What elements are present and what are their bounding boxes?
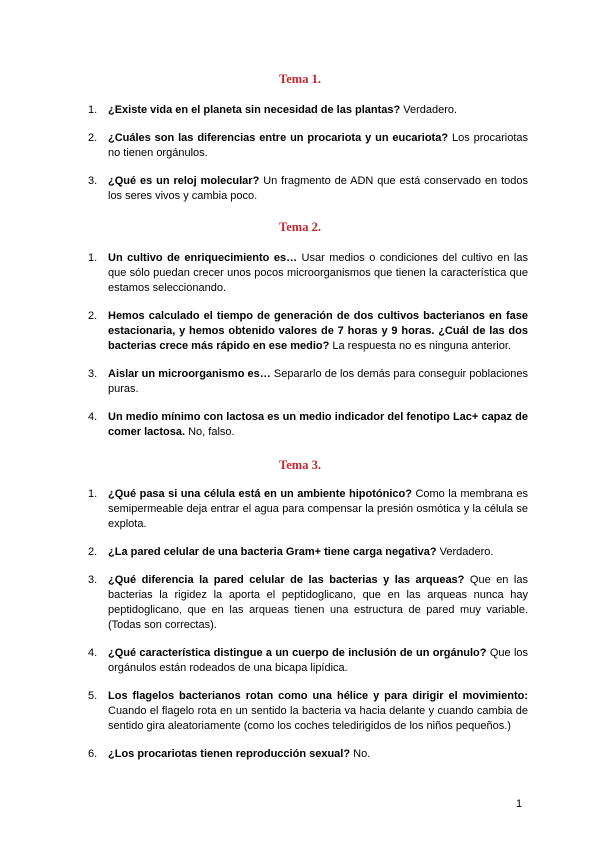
answer-text: Usar medios o condiciones del cultivo en las que sólo puedan crecer unos pocos microorganismos que tienen la característica que estamos seleccionando. [108, 252, 528, 294]
question-text: ¿Qué diferencia la pared celular de las bacterias y las arqueas? [108, 574, 465, 586]
question-list-tema-1 [88, 103, 528, 217]
question-text: ¿Existe vida en el planeta sin necesidad de las plantas? [108, 104, 401, 116]
item-number: 1. [88, 252, 98, 264]
question-text: Hemos calculado el tiempo de generación de dos cultivos bacterianos en fase estacionaria, y hemos obtenido valores de 7 horas y 9 horas. ¿Cuál de las dos bacterias crece más rápido en ese medio? [108, 310, 528, 352]
question-text: Un medio mínimo con lactosa es un medio indicador del fenotipo Lac+ capaz de comer lactosa. [108, 411, 528, 438]
answer-text: Verdadero. [436, 546, 494, 558]
question-text: ¿Qué es un reloj molecular? [108, 175, 260, 187]
question-text: ¿Qué pasa si una célula está en un ambiente hipotónico? [108, 488, 412, 500]
question-text: Un cultivo de enriquecimiento es… [108, 252, 298, 264]
list-item [88, 251, 528, 296]
question-text: ¿Cuáles son las diferencias entre un procariota y un eucariota? [108, 132, 449, 144]
answer-text: Un fragmento de ADN que está conservado en todos los seres vivos y cambia poco. [108, 175, 528, 202]
item-number: 4. [88, 411, 98, 423]
item-number: 3. [88, 368, 98, 380]
answer-text: Verdadero. [400, 104, 458, 116]
question-text: Aislar un microorganismo es… [108, 368, 271, 380]
list-item [88, 131, 528, 161]
answer-text: Cuando el flagelo rota en un sentido la bacteria va hacia delante y cuando cambia de sentido gira aleatoriamente (como los coches teledirigidos de los niños pequeños.) [108, 705, 528, 732]
list-item [88, 689, 528, 734]
question-text: ¿Los procariotas tienen reproducción sexual? [108, 748, 351, 760]
question-text: ¿La pared celular de una bacteria Gram+ tiene carga negativa? [108, 546, 437, 558]
item-number: 4. [88, 647, 98, 659]
section-title-tema-3: Tema 3. [279, 458, 321, 472]
question-text: ¿Qué característica distingue a un cuerpo de inclusión de un orgánulo? [108, 647, 487, 659]
item-number: 5. [88, 690, 98, 702]
question-list-tema-3 [88, 487, 528, 775]
list-item [88, 367, 528, 397]
section-title-tema-2: Tema 2. [279, 220, 321, 234]
item-number: 2. [88, 310, 98, 322]
answer-text: Que en las bacterias la rigidez la aporta el peptidoglicano, que en las arqueas nunca hay peptidoglicano, que en las arqueas tienen una estructura de pared muy variable. (Todas son correctas). [108, 574, 528, 631]
list-item [88, 646, 528, 676]
list-item [88, 747, 528, 762]
item-number: 3. [88, 175, 98, 187]
item-number: 2. [88, 132, 98, 144]
answer-text: No. [350, 748, 371, 760]
item-number: 1. [88, 104, 98, 116]
answer-text: No, falso. [185, 426, 235, 438]
item-number: 2. [88, 546, 98, 558]
question-list-tema-2 [88, 251, 528, 453]
answer-text: Como la membrana es semipermeable deja entrar el agua para compensar la presión osmótica y la célula se explota. [108, 488, 528, 530]
list-item [88, 103, 528, 118]
section-title-tema-1: Tema 1. [279, 72, 321, 86]
question-text: Los flagelos bacterianos rotan como una hélice y para dirigir el movimiento: [108, 690, 528, 702]
list-item [88, 309, 528, 354]
item-number: 3. [88, 574, 98, 586]
list-item [88, 487, 528, 532]
answer-text: Que los orgánulos están rodeados de una bicapa lipídica. [108, 647, 529, 674]
answer-text: Los procariotas no tienen orgánulos. [108, 132, 528, 159]
item-number: 6. [88, 748, 98, 760]
item-number: 1. [88, 488, 98, 500]
list-item [88, 545, 528, 560]
list-item [88, 174, 528, 204]
answer-text: Separarlo de los demás para conseguir poblaciones puras. [108, 368, 528, 395]
answer-text: La respuesta no es ninguna anterior. [329, 340, 511, 352]
list-item [88, 410, 528, 440]
list-item [88, 573, 528, 633]
page-number: 1 [516, 798, 523, 810]
